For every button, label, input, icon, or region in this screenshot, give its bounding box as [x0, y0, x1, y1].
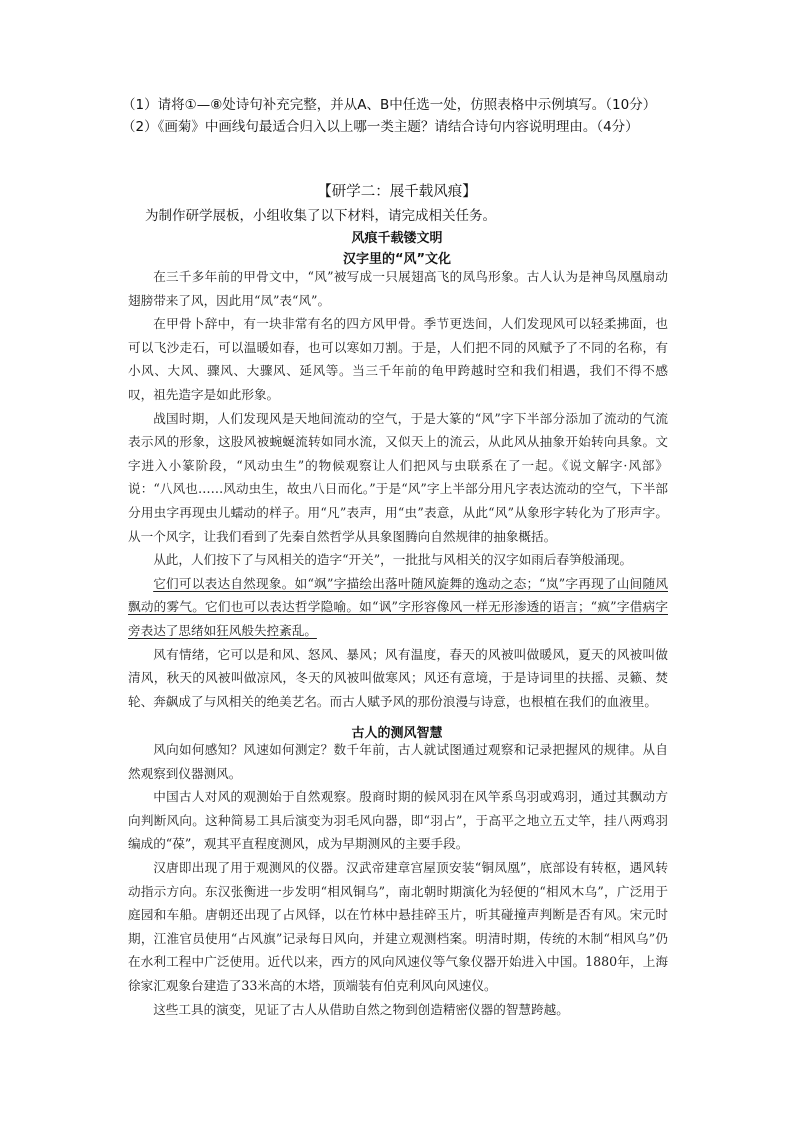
- section-intro: 为制作研学展板，小组收集了以下材料，请完成相关任务。: [145, 208, 496, 224]
- paragraph: 在甲骨卜辞中，有一块非常有名的四方风甲骨。季节更迭间，人们发现风可以轻柔拂面，也可以飞沙走石，可以温暖如春，也可以寒如刀割。于是，人们把不同的风赋予了不同的名称，有小风、大风、骤风、大骤风、延风等。当三千年前的龟甲跨越时空和我们相遇，我们不得不感叹，祖先造字是如此形象。: [128, 316, 668, 402]
- paragraph: 从此，人们按下了与风相关的造字“开关”，一批批与风相关的汉字如雨后春笋般涌现。: [153, 552, 633, 568]
- part2-title: 古人的测风智慧: [351, 726, 443, 741]
- paragraph: 风有情绪，它可以是和风、怒风、暴风；风有温度，春天的风被叫做暖风，夏天的风被叫做清风，秋天的风被叫做凉风，冬天的风被叫做寒风；风还有意境，于是诗词里的扶摇、灵籁、焚轮、奔飙成了与风相关的绝美艺名。而古人赋予风的那份浪漫与诗意，也根植在我们的血液里。: [128, 646, 668, 709]
- part2-body: [128, 738, 668, 1021]
- document-title: 风痕千载镂文明: [351, 231, 443, 246]
- section-title: 【研学二：展千载风痕】: [317, 184, 477, 200]
- paragraph: 战国时期，人们发现风是天地间流动的空气，于是大篆的“风”字下半部分添加了流动的气流表示风的形象，这股风被蜿蜒流转如同水流，又似天上的流云，从此风从抽象开始转向具象。文字进入小篆阶段，“风动虫生”的物候观察让人们把风与虫联系在了一起。《说文解字·风部》说：“八风也……风动虫生，故虫八日而化。”于是“风”字上半部分用凡字表达流动的空气，下半部分用虫字再现虫儿蠕动的样子。用“凡”表声，用“虫”表意，从此“风”从象形字转化为了形声字。从一个风字，让我们看到了先秦自然哲学从具象图腾向自然规律的抽象概括。: [128, 410, 668, 544]
- paragraph: 在三千多年前的甲骨文中，“风”被写成一只展翅高飞的凤鸟形象。古人认为是神鸟凤凰扇动翅膀带来了风，因此用“凤”表“风”。: [128, 269, 668, 308]
- paragraph: 风向如何感知？风速如何测定？数千年前，古人就试图通过观察和记录把握风的规律。从自然观察到仪器测风。: [128, 742, 668, 781]
- paragraph: 汉唐即出现了用于观测风的仪器。汉武帝建章宫屋顶安装“铜凤凰”，底部设有转枢，遇风转动指示方向。东汉张衡进一步发明“相风铜乌”，南北朝时期演化为轻便的“相风木乌”，广泛用于庭园和车船。唐朝还出现了占风铎，以在竹林中悬挂碎玉片，听其碰撞声判断是否有风。宋元时期，江淮官员使用“占风旗”记录每日风向，并建立观测档案。明清时期，传统的木制“相风乌”仍在水利工程中广泛使用。近代以来，西方的风向风速仪等气象仪器开始进入中国。1880年，上海徐家汇观象台建造了33米高的木塔，顶端装有伯克利风向风速仪。: [128, 859, 668, 993]
- part1-title: 汉字里的“风”文化: [342, 252, 452, 267]
- question-2: （2）《画菊》中画线句最适合归入以上哪一类主题？请结合诗句内容说明理由。（4分）: [122, 119, 639, 135]
- paragraph: 这些工具的演变，见证了古人从借助自然之物到创造精密仪器的智慧跨越。: [153, 1001, 569, 1017]
- paragraph: 中国古人对风的观测始于自然观察。殷商时期的候风羽在风竿系鸟羽或鸡羽，通过其飘动方向判断风向。这种简易工具后演变为羽毛风向器，即“羽占”，于高平之地立五丈竿，挂八两鸡羽编成的“葆”，观其平直程度测风，成为早期测风的主要手段。: [128, 789, 668, 852]
- question-1: （1）请将①—⑧处诗句补充完整，并从A、B中任选一处，仿照表格中示例填写。（10分）: [122, 97, 657, 113]
- underlined-passage: 它们可以表达自然现象。如“飒”字描绘出落叶随风旋舞的逸动之态；“岚”字再现了山间随风飘动的雾气。它们也可以表达哲学隐喻。如“讽”字形容像风一样无形渗透的语言；“疯”字借病字旁表达了思绪如狂风般失控紊乱。: [128, 575, 668, 638]
- part1-body: [128, 265, 668, 713]
